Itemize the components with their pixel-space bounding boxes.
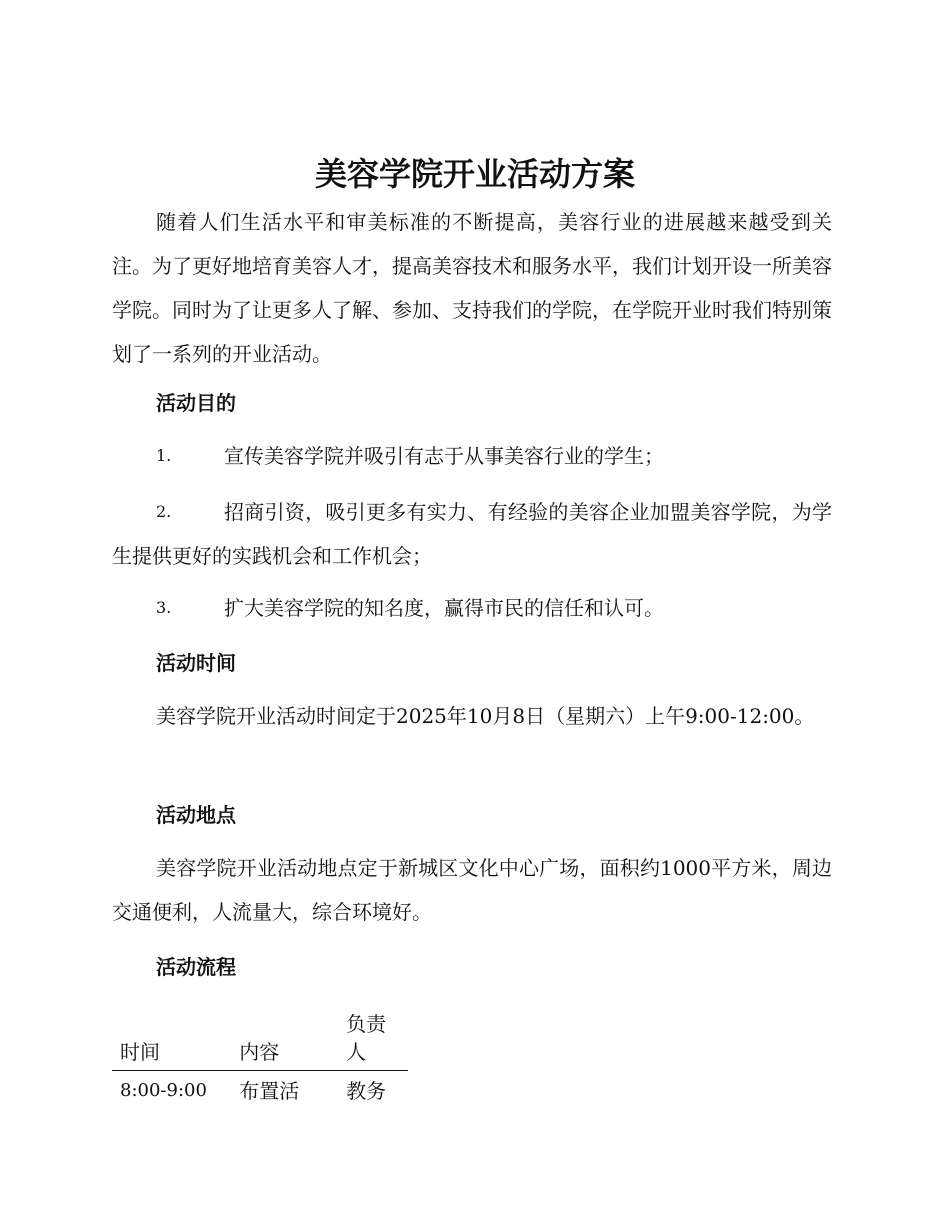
time-paragraph: 美容学院开业活动时间定于2025年10月8日（星期六）上午9:00-12:00。 [156,704,815,728]
table-cell-time: 8:00-9:00 [120,1080,207,1101]
location-paragraph: 美容学院开业活动地点定于新城区文化中心广场，面积约1000平方米，周边交通便利，人流量大，综合环境好。 [112,856,832,924]
table-row [112,1071,408,1106]
section-heading-time: 活动时间 [156,651,236,675]
purpose-list-item [112,586,832,630]
table-header-person: 负责人 [346,1012,387,1064]
table-cell-content: 布置活 [239,1079,300,1103]
list-text: 宣传美容学院并吸引有志于从事美容行业的学生； [224,444,664,468]
list-number: 3. [156,598,172,617]
table-header-row [112,1010,408,1071]
purpose-list-item [112,490,832,578]
list-text: 扩大美容学院的知名度，赢得市民的信任和认可。 [224,596,664,620]
list-number: 2. [156,502,172,521]
list-number: 1. [156,446,172,465]
section-heading-location: 活动地点 [156,803,236,827]
process-table [112,1010,408,1105]
section-heading-purpose: 活动目的 [156,391,236,415]
intro-paragraph: 随着人们生活水平和审美标准的不断提高，美容行业的进展越来越受到关注。为了更好地培育美容人才，提高美容技术和服务水平，我们计划开设一所美容学院。同时为了让更多人了解、参加、支持我们的学院，在学院开业时我们特别策划了一系列的开业活动。 [112,210,832,366]
table-header-time: 时间 [120,1040,160,1064]
document-title: 美容学院开业活动方案 [314,155,635,193]
section-heading-process: 活动流程 [156,955,236,979]
purpose-list-item [112,434,832,478]
table-cell-person: 教务 [346,1079,387,1103]
table-header-content: 内容 [239,1040,280,1064]
list-text: 招商引资，吸引更多有实力、有经验的美容企业加盟美容学院，为学生提供更好的实践机会和工作机会； [112,500,832,568]
